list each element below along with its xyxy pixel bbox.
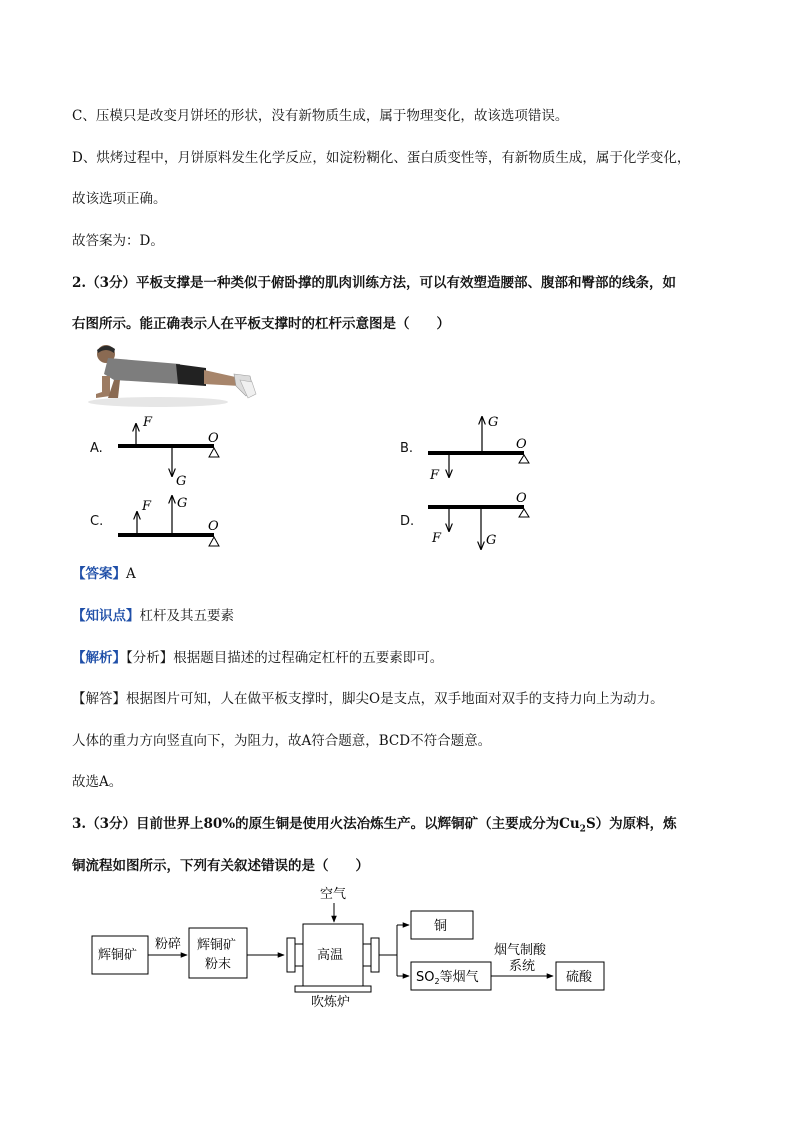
answer-tag: 【答案】 (72, 566, 126, 582)
q2-knowledge-row (72, 606, 234, 626)
blowing-furnace (287, 924, 379, 1010)
option-b-label: B. (400, 441, 414, 456)
label-g: G (486, 533, 497, 548)
label-g: G (488, 415, 499, 430)
label-f: F (430, 468, 440, 483)
lever-option-b (428, 415, 529, 483)
analysis-tag: 【解析】 (72, 650, 126, 666)
q2-solution-line2: 人体的重力方向竖直向下，为阻力，故A符合题意，BCD不符合题意。 (72, 733, 492, 749)
gas-rest: 等烟气 (439, 970, 479, 985)
powder-box-line2: 粉末 (205, 957, 232, 972)
option-d-label: D. (400, 514, 415, 529)
label-o: O (208, 519, 219, 534)
air-label: 空气 (320, 887, 347, 902)
gas-sub: 2 (434, 977, 440, 986)
lever-option-d (428, 491, 529, 549)
q2-conclusion: 故选A。 (72, 774, 123, 790)
label-o: O (516, 491, 527, 506)
analysis-text: 【分析】根据题目描述的过程确定杠杆的五要素即可。 (126, 650, 444, 666)
q2-stem-line2: 右图所示。能正确表示人在平板支撑时的杠杆示意图是（ ） (72, 316, 450, 332)
q3-stem-line1 (72, 814, 677, 840)
system-label-line2: 系统 (509, 959, 536, 974)
option-a-label: A. (90, 441, 103, 456)
furnace-label: 吹炼炉 (311, 995, 351, 1010)
knowledge-tag: 【知识点】 (72, 608, 140, 624)
q1-option-d-line1: D、烘烤过程中，月饼原料发生化学反应，如淀粉糊化、蛋白质变性等，有新物质生成，属于化学变化， (72, 150, 691, 166)
lever-option-a (118, 415, 219, 489)
label-g: G (176, 474, 187, 489)
label-g: G (177, 496, 188, 511)
q1-option-c: C、压模只是改变月饼坯的形状，没有新物质生成，属于物理变化，故该选项错误。 (72, 108, 569, 124)
lever-diagrams (0, 400, 794, 560)
q1-option-d-line2: 故该选项正确。 (72, 191, 167, 207)
q3-stem-part-a: 3.（3分）目前世界上80%的原生铜是使用火法冶炼生产。以辉铜矿（主要成分为Cu (72, 816, 580, 832)
q2-stem-line1: 2.（3分）平板支撑是一种类似于俯卧撑的肌肉训练方法，可以有效塑造腰部、腹部和臀部的线条，如 (72, 275, 676, 291)
knowledge-value: 杠杆及其五要素 (139, 608, 234, 624)
copper-smelting-flowchart (0, 878, 794, 1018)
powder-box-line1: 辉铜矿 (197, 938, 237, 953)
gas-box (416, 969, 479, 986)
q2-analysis-row (72, 648, 443, 668)
q3-stem-line2: 铜流程如图所示，下列有关叙述错误的是（ ） (72, 858, 369, 874)
q2-answer-row (72, 564, 136, 584)
label-f: F (142, 499, 152, 514)
label-f: F (143, 415, 153, 430)
acid-box: 硫酸 (566, 970, 593, 985)
copper-box: 铜 (434, 919, 448, 934)
lever-option-c (118, 496, 219, 546)
label-o: O (516, 437, 527, 452)
q3-stem-subscript: 2 (579, 824, 586, 835)
q2-solution-line1: 【解答】根据图片可知，人在做平板支撑时，脚尖O是支点，双手地面对双手的支持力向上为动力。 (72, 691, 664, 707)
option-c-label: C. (90, 514, 104, 529)
q1-answer: 故答案为：D。 (72, 233, 164, 249)
ore-box: 辉铜矿 (98, 948, 138, 963)
high-temp-label: 高温 (317, 948, 344, 963)
q3-stem-part-b: S）为原料，炼 (585, 816, 677, 832)
system-label-line1: 烟气制酸 (494, 943, 547, 958)
crush-label: 粉碎 (155, 937, 182, 952)
answer-value: A (126, 566, 136, 582)
label-o: O (208, 431, 219, 446)
label-f: F (432, 531, 442, 546)
gas-so: SO (416, 970, 435, 985)
